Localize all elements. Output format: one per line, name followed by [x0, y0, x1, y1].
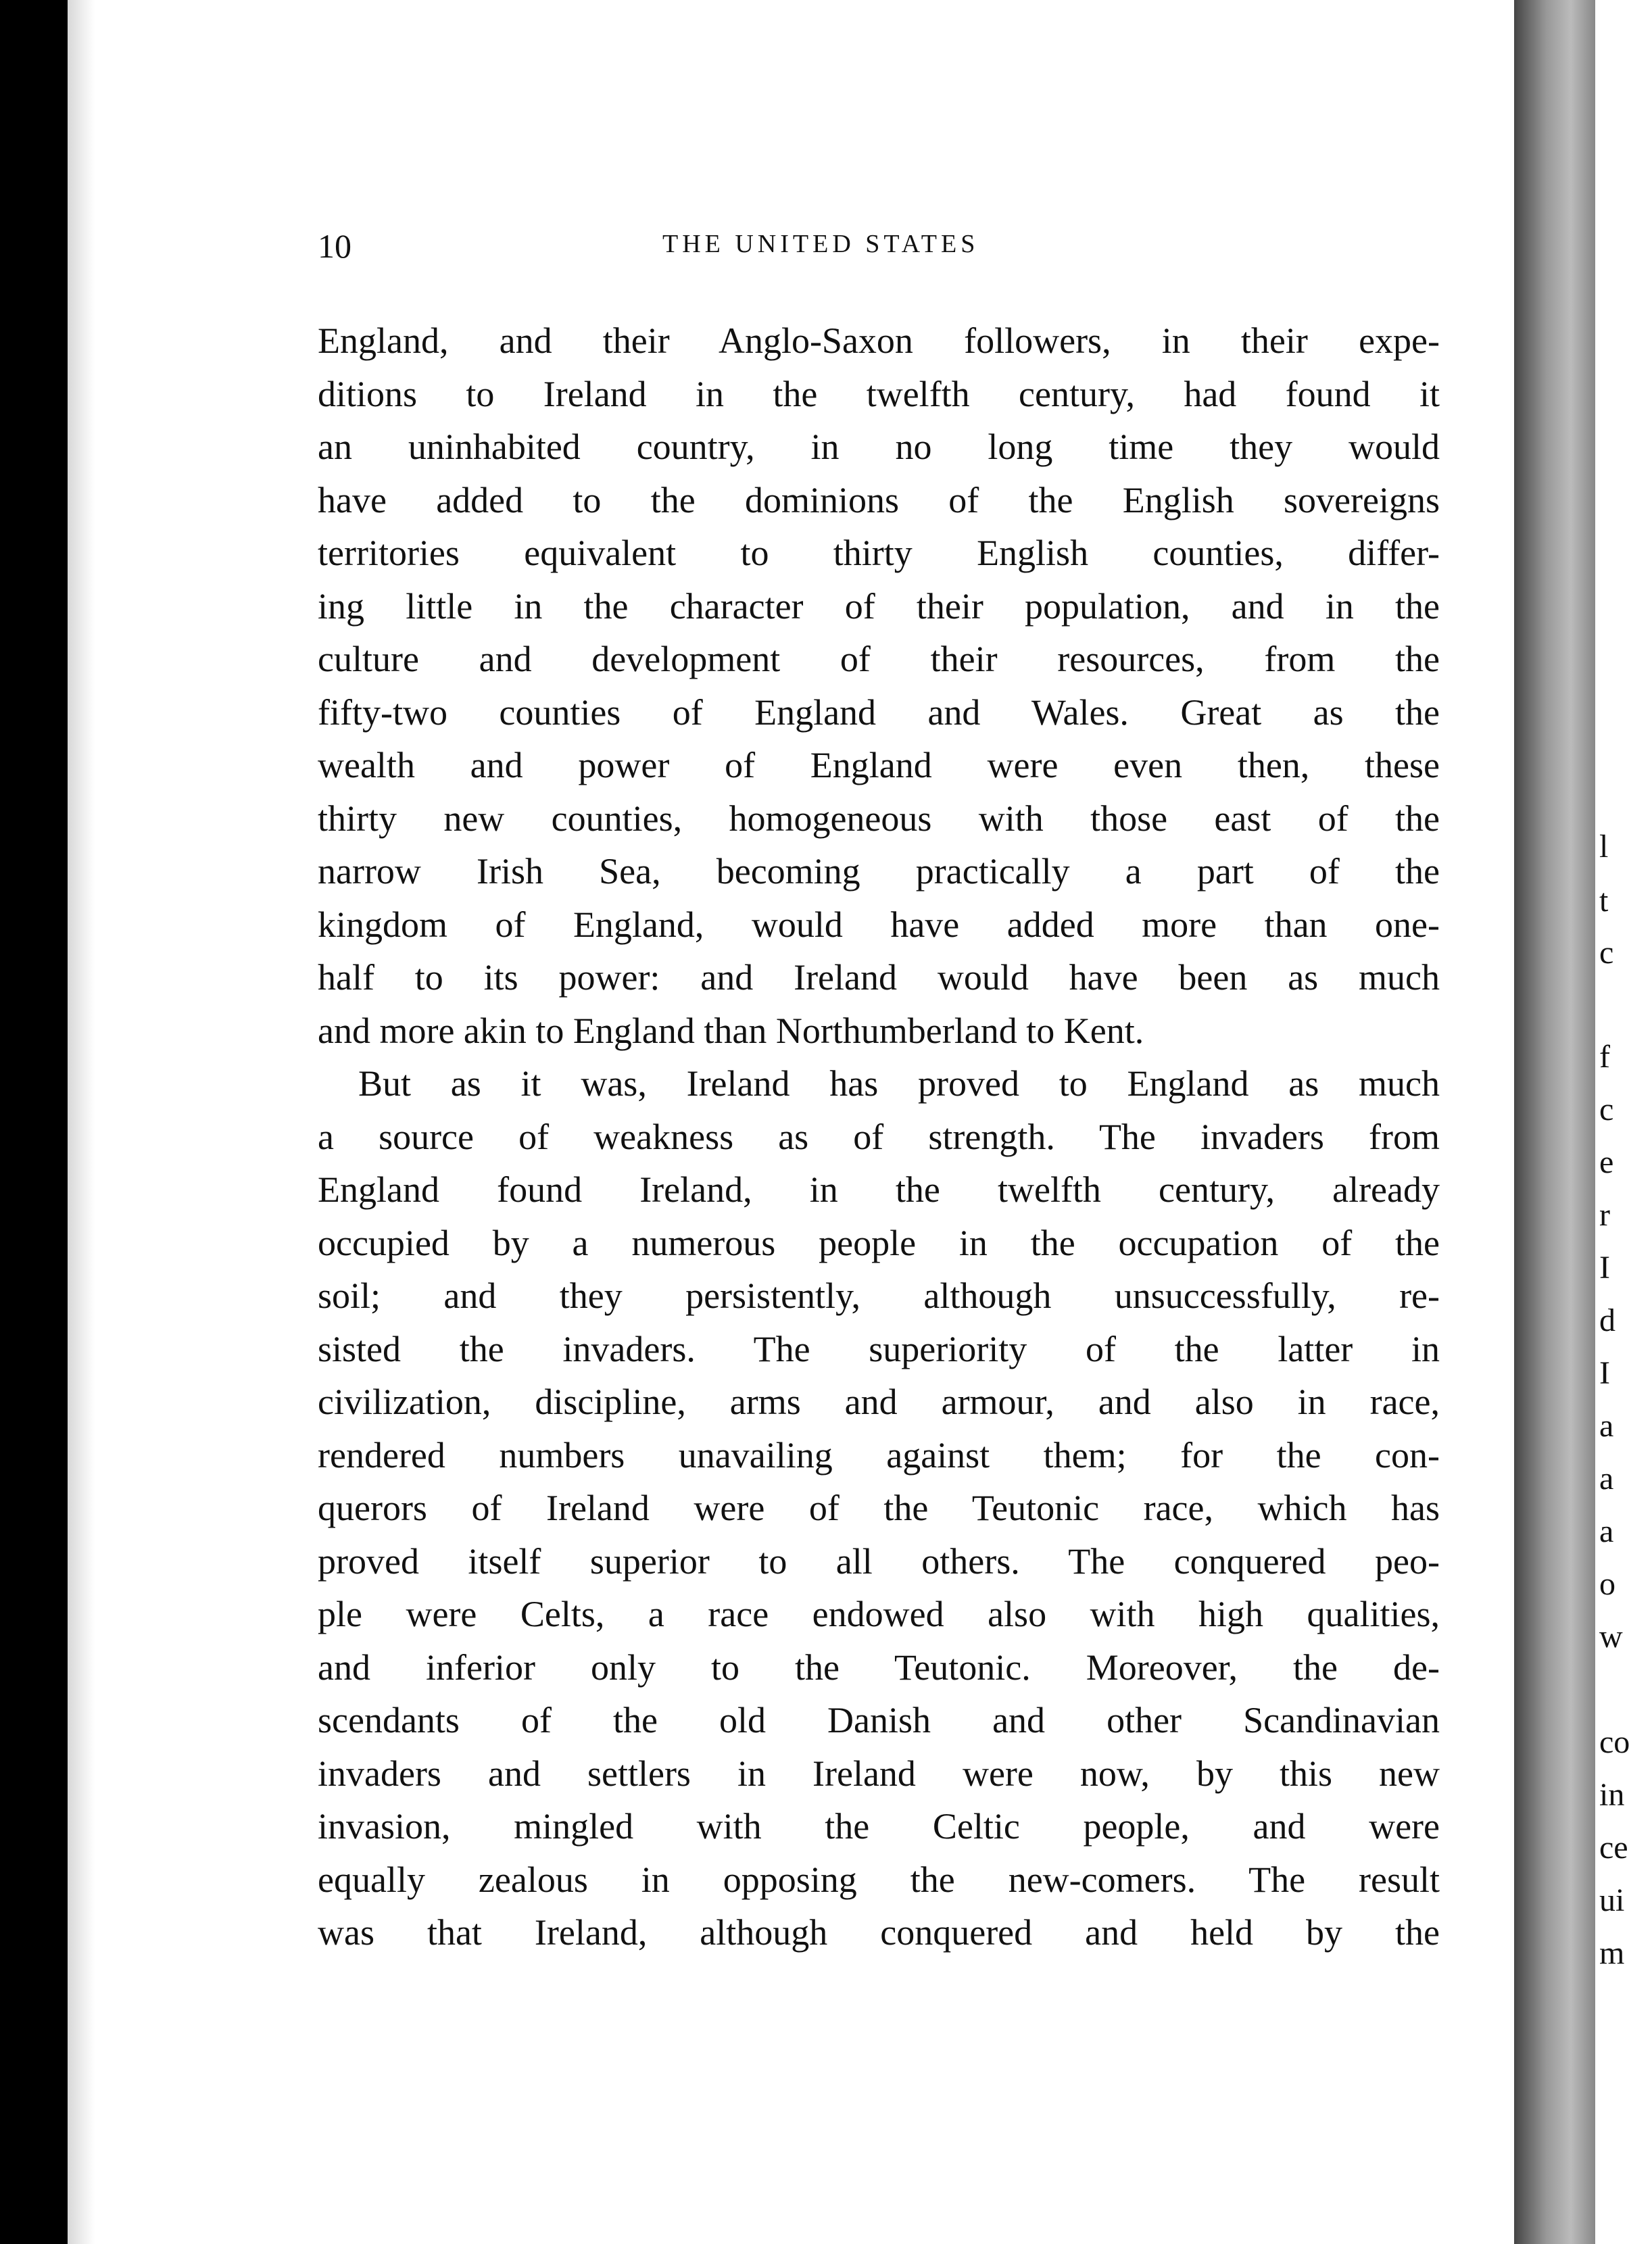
facing-page-char: c: [1599, 1092, 1614, 1127]
text-line: rendered numbers unavailing against them; for the con-: [318, 1434, 1440, 1475]
facing-page-char: a: [1599, 1513, 1614, 1549]
facing-page-char: f: [1599, 1039, 1610, 1075]
text-line: equally zealous in opposing the new-comers. The result: [318, 1859, 1440, 1900]
text-line: have added to the dominions of the English sovereigns: [318, 479, 1440, 520]
facing-page-char: ui: [1599, 1882, 1625, 1918]
text-line: was that Ireland, although conquered and held by the: [318, 1912, 1440, 1953]
facing-page-char: t: [1599, 883, 1609, 919]
text-line: England found Ireland, in the twelfth century, already: [318, 1169, 1440, 1210]
text-line: occupied by a numerous people in the occupation of the: [318, 1222, 1440, 1263]
running-head: [68, 226, 1514, 274]
facing-page-char: m: [1599, 1935, 1625, 1971]
text-line: scendants of the old Danish and other Scandinavian: [318, 1700, 1440, 1740]
text-line: half to its power: and Ireland would have been as much: [318, 957, 1440, 998]
facing-page-char: d: [1599, 1302, 1615, 1338]
text-line: and inferior only to the Teutonic. Moreover, the de-: [318, 1647, 1440, 1688]
facing-page-char: r: [1599, 1197, 1610, 1233]
facing-page-char: a: [1599, 1461, 1614, 1496]
text-line: narrow Irish Sea, becoming practically a part of the: [318, 851, 1440, 892]
facing-page-char: I: [1599, 1250, 1610, 1286]
text-line: ple were Celts, a race endowed also with high qualities,: [318, 1594, 1440, 1634]
text-line: thirty new counties, homogeneous with those east of the: [318, 798, 1440, 839]
facing-page-fragment: [1595, 0, 1652, 2244]
text-line: culture and development of their resources, from the: [318, 639, 1440, 679]
text-line: querors of Ireland were of the Teutonic race, which has: [318, 1488, 1440, 1528]
text-line: territories equivalent to thirty English counties, differ-: [318, 533, 1440, 573]
text-line: ditions to Ireland in the twelfth century, had found it: [318, 373, 1440, 414]
text-line: But as it was, Ireland has proved to England as much: [358, 1063, 1440, 1104]
text-line: a source of weakness as of strength. The invaders from: [318, 1116, 1440, 1157]
text-line: wealth and power of England were even then, these: [318, 745, 1440, 785]
body-text: [318, 314, 1440, 1959]
text-line: fifty-two counties of England and Wales. Great as the: [318, 691, 1440, 733]
text-line: ing little in the character of their population, and in the: [318, 585, 1440, 627]
facing-page-char: ce: [1599, 1830, 1628, 1865]
text-line: invasion, mingled with the Celtic people, and were: [318, 1806, 1440, 1847]
text-line: civilization, discipline, arms and armour, and also in race,: [318, 1382, 1440, 1422]
text-line: soil; and they persistently, although unsuccessfully, re-: [318, 1275, 1440, 1316]
facing-page-char: l: [1599, 829, 1609, 864]
text-line: an uninhabited country, in no long time they would: [318, 426, 1440, 467]
facing-page-char: e: [1599, 1144, 1614, 1180]
page-edge-shadow: [1514, 0, 1595, 2244]
facing-page-char: o: [1599, 1566, 1615, 1602]
text-line: proved itself superior to all others. The conquered peo-: [318, 1540, 1440, 1582]
text-line: England, and their Anglo-Saxon followers, in their expe-: [318, 320, 1440, 361]
facing-page-char: co: [1599, 1724, 1630, 1760]
facing-page-char: I: [1599, 1355, 1610, 1391]
facing-page-char: c: [1599, 935, 1614, 971]
facing-page-char: w: [1599, 1619, 1623, 1655]
book-page: [68, 0, 1514, 2244]
text-line: invaders and settlers in Ireland were now, by this new: [318, 1753, 1440, 1794]
facing-page-char: a: [1599, 1408, 1614, 1444]
running-title: THE UNITED STATES: [662, 230, 979, 258]
gutter-shadow: [68, 0, 95, 2244]
facing-page-char: in: [1599, 1777, 1625, 1813]
text-line: sisted the invaders. The superiority of the latter in: [318, 1328, 1440, 1369]
text-line: kingdom of England, would have added more than one-: [318, 904, 1440, 945]
text-line: and more akin to England than Northumberland to Kent.: [318, 1010, 1144, 1051]
page-number: 10: [318, 227, 351, 265]
